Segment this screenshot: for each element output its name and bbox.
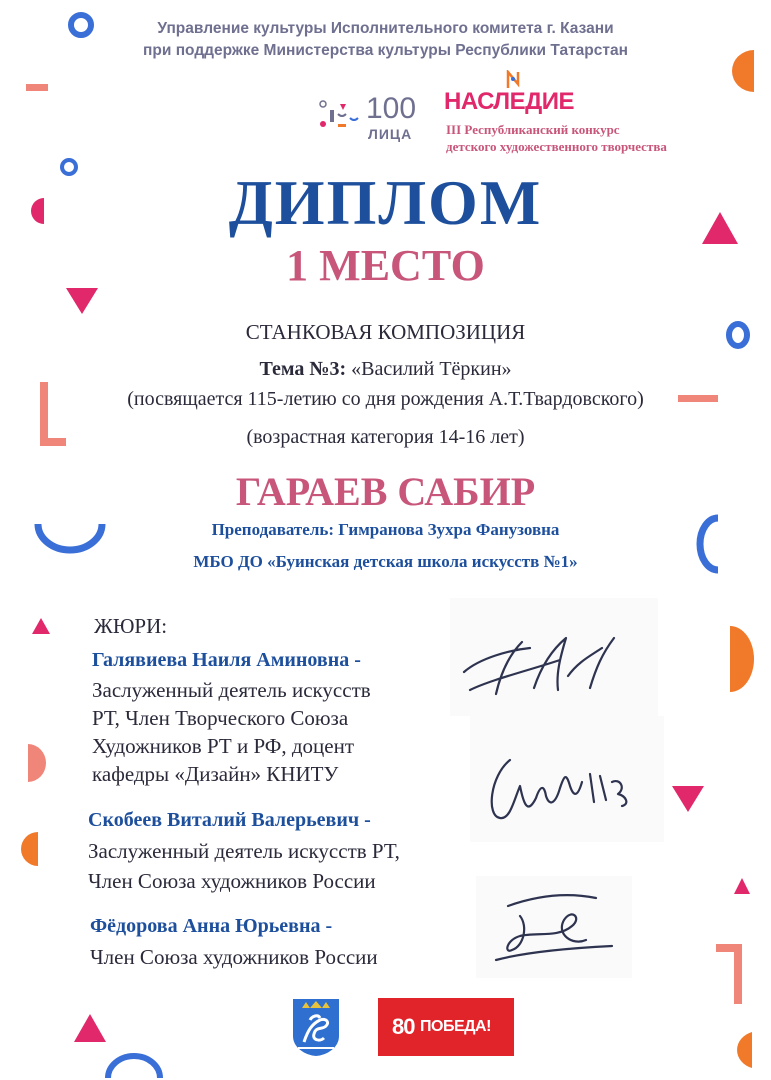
half-circle-shape — [20, 830, 40, 868]
jury-title-line: Член Союза художников России — [90, 945, 378, 969]
sto-lica-logo — [316, 90, 428, 148]
age-category: (возрастная категория 14-16 лет) — [246, 426, 525, 448]
signature-skobeev — [470, 716, 664, 842]
nomination: СТАНКОВАЯ КОМПОЗИЦИЯ — [245, 320, 526, 344]
theme-line — [0, 358, 771, 381]
triangle-shape — [732, 876, 752, 896]
nasledie-mark-icon — [506, 70, 520, 90]
school-line: МБО ДО «Буинская детская школа искусств №1» — [193, 552, 578, 571]
jury-member-3 — [90, 910, 490, 972]
jury-name: Скобеев Виталий Валерьевич - — [88, 809, 371, 831]
sto-lica-emblem-icon — [316, 96, 364, 136]
winner-name: ГАРАЕВ САБИР — [235, 469, 536, 514]
jury-title-line: Заслуженный деятель искусств РТ, — [88, 839, 400, 863]
nasledie-line2: детского художественного творчества — [446, 139, 667, 154]
arc-shape — [104, 1052, 164, 1080]
theme-label: Тема №3: — [259, 358, 347, 380]
triangle-shape — [72, 1012, 108, 1044]
dedication: (посвящается 115-летию со дня рождения А.Т.Твардовского) — [127, 388, 644, 410]
jury-label: ЖЮРИ: — [94, 614, 168, 638]
diploma-title: ДИПЛОМ — [228, 167, 543, 238]
sto-word: ЛИЦА — [368, 126, 413, 142]
nasledie-line1: III Республиканский конкурс — [446, 122, 620, 137]
l-shape — [716, 944, 750, 1004]
jury-title-line: Член Союза художников России — [88, 869, 376, 893]
nasledie-logo — [444, 68, 744, 158]
jury-title-line: Заслуженный деятель искусств — [92, 678, 371, 702]
jury-title-line: РТ, Член Творческого Союза — [92, 706, 349, 730]
triangle-shape — [30, 616, 52, 636]
half-circle-shape — [728, 624, 754, 694]
theme-value: «Василий Тёркин» — [351, 358, 512, 380]
nasledie-title: НАСЛЕДИЕ — [444, 88, 575, 115]
jury-name: Фёдорова Анна Юрьевна - — [90, 915, 333, 937]
triangle-down-shape — [670, 784, 706, 814]
teacher-line: Преподаватель: Гимранова Зухра Фанузовна — [211, 520, 560, 539]
pobeda-number: 80 — [392, 1014, 415, 1039]
signature-skobeev-image — [470, 716, 664, 842]
organizer-line: Управление культуры Исполнительного комитета г. Казани — [157, 20, 614, 37]
half-circle-shape — [724, 1030, 754, 1070]
jury-member-2 — [88, 804, 488, 896]
pobeda-80-badge — [378, 998, 514, 1056]
signature-galyavieva — [450, 598, 658, 716]
bar-shape — [26, 80, 52, 100]
half-circle-shape — [28, 742, 46, 784]
sto-number: 100 — [366, 92, 417, 125]
jury-name: Галявиева Наиля Аминовна - — [92, 649, 361, 671]
signature-fedorova-image — [476, 876, 632, 978]
jury-title-line: кафедры «Дизайн» КНИТУ — [92, 762, 339, 786]
support-line: при поддержке Министерства культуры Республики Татарстан — [143, 42, 628, 59]
signature-fedorova — [476, 876, 632, 978]
pobeda-word: ПОБЕДА! — [420, 1018, 491, 1035]
jury-member-1 — [92, 644, 452, 788]
jury-title-line: Художников РТ и РФ, доцент — [92, 734, 355, 758]
signature-galyavieva-image — [450, 598, 658, 716]
kazan-coat-of-arms-icon — [290, 996, 342, 1058]
place-title: 1 МЕСТО — [286, 241, 485, 290]
